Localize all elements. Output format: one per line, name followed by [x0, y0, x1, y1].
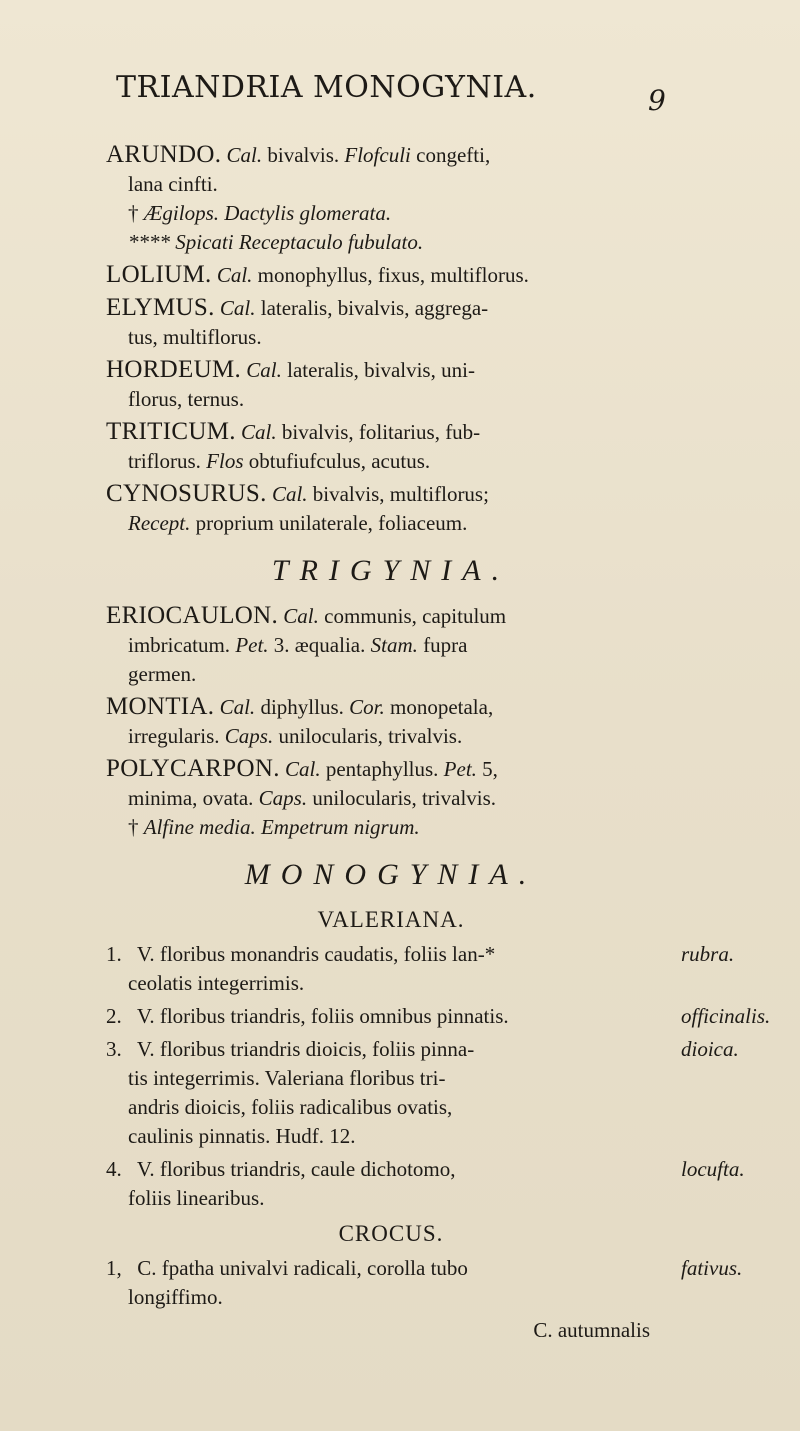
genus-name: CYNOSURUS. [106, 480, 267, 507]
description-text: congefti, [416, 143, 491, 167]
description-text: lana cinfti. [128, 172, 218, 196]
species-note-autumnalis: C. autumnalis [533, 1318, 650, 1342]
abbrev-cal: Cal. [216, 263, 253, 287]
species-number: 2. [106, 1004, 122, 1028]
abbrev-caps: Caps. [224, 724, 274, 748]
genus-name: TRITICUM. [106, 418, 236, 445]
description-text: irregularis. [128, 724, 220, 748]
entry-polycarpon [106, 754, 676, 842]
species-number: 3. [106, 1037, 122, 1061]
dagger-mark: † [128, 815, 139, 839]
entry-lolium [106, 260, 676, 290]
entry-hordeum [106, 355, 676, 414]
description-text: 3. æqualia. [273, 633, 366, 657]
description-text: pentaphyllus. [325, 757, 439, 781]
species-valeriana-3 [106, 1035, 739, 1151]
genus-name: HORDEUM. [106, 356, 242, 383]
abbrev-recept: Recept. [128, 511, 191, 535]
genus-heading-valeriana: VALERIANA. [317, 907, 465, 932]
species-crocus-1 [106, 1254, 743, 1312]
abbrev-flos: Flos [206, 449, 244, 473]
species-diagnosis: C. fpatha univalvi radicali, corolla tubo [137, 1256, 468, 1280]
description-text: proprium unilaterale, foliaceum. [195, 511, 468, 535]
species-diagnosis: longiffimo. [128, 1285, 223, 1309]
abbrev-pet: Pet. [443, 757, 477, 781]
abbrev-cal: Cal. [285, 757, 321, 781]
entry-montia [106, 692, 676, 751]
species-diagnosis: V. floribus triandris, caule dichotomo, [136, 1157, 456, 1181]
abbrev-stam: Stam. [370, 633, 418, 657]
abbrev-cal: Cal. [246, 358, 282, 382]
description-text: imbricatum. [128, 633, 231, 657]
dagger-mark: † [128, 201, 139, 225]
species-diagnosis: tis integerrimis. Valeriana floribus tri- [128, 1066, 446, 1090]
genus-name: ELYMUS. [106, 294, 215, 321]
species-diagnosis: ceolatis integerrimis. [128, 971, 305, 995]
genus-name: MONTIA. [106, 693, 215, 720]
related-genus-dactylis: Dactylis glomerata. [224, 201, 392, 225]
description-text: 5, [482, 757, 498, 781]
species-diagnosis: foliis linearibus. [128, 1186, 265, 1210]
description-text: germen. [128, 662, 197, 686]
description-text: communis, capitulum [324, 604, 507, 628]
description-text: monopetala, [389, 695, 494, 719]
description-text: lateralis, bivalvis, uni- [287, 358, 475, 382]
species-valeriana-1 [106, 940, 735, 998]
abbrev-caps: Caps. [258, 786, 308, 810]
trivial-name: officinalis. [681, 1004, 771, 1028]
entry-elymus [106, 293, 676, 352]
abbrev-cal: Cal. [241, 420, 277, 444]
trivial-name: dioica. [681, 1037, 739, 1061]
entry-eriocaulon [106, 601, 676, 689]
entry-arundo [106, 140, 676, 257]
description-text: lateralis, bivalvis, aggrega- [260, 296, 489, 320]
description-text: tus, multiflorus. [128, 325, 262, 349]
page-number: 9 [648, 84, 666, 117]
trivial-name: locufta. [681, 1157, 745, 1181]
species-valeriana-2 [106, 1002, 771, 1031]
abbrev-cal: Cal. [271, 482, 308, 506]
entry-triticum [106, 417, 676, 476]
term-flosculi: Flofculi [344, 143, 411, 167]
species-diagnosis: V. floribus triandris dioicis, foliis pinna- [136, 1037, 475, 1061]
description-text: bivalvis, multiflorus; [312, 482, 489, 506]
species-number: 1. [106, 942, 122, 966]
entry-cynosurus [106, 479, 676, 538]
description-text: bivalvis, folitarius, fub- [281, 420, 481, 444]
description-text: diphyllus. [260, 695, 344, 719]
section-heading-trigynia: TRIGYNIA. [271, 554, 511, 587]
species-diagnosis: caulinis pinnatis. Hudf. 12. [128, 1124, 356, 1148]
abbrev-cal: Cal. [219, 296, 256, 320]
description-text: bivalvis. [267, 143, 340, 167]
running-head: TRIANDRIA MONOGYNIA. [116, 70, 537, 105]
species-diagnosis: andris dioicis, foliis radicalibus ovatis, [128, 1095, 453, 1119]
species-diagnosis: V. floribus triandris, foliis omnibus pinnatis. [136, 1004, 509, 1028]
genus-name: LOLIUM. [106, 261, 212, 288]
description-text: monophyllus, fixus, multiflorus. [257, 263, 529, 287]
species-number: 4. [106, 1157, 122, 1181]
trivial-name: fativus. [681, 1256, 743, 1280]
abbrev-cal: Cal. [226, 143, 263, 167]
species-diagnosis: V. floribus monandris caudatis, foliis lan-* [136, 942, 496, 966]
genus-name: ERIOCAULON. [106, 602, 279, 629]
abbrev-cal: Cal. [219, 695, 256, 719]
genus-name: POLYCARPON. [106, 755, 280, 782]
abbrev-pet: Pet. [235, 633, 269, 657]
species-valeriana-4 [106, 1155, 745, 1213]
description-text: minima, ovata. [128, 786, 254, 810]
page-body [106, 140, 771, 1345]
section-heading-monogynia: MONOGYNIA. [244, 858, 538, 891]
description-text: florus, ternus. [128, 387, 245, 411]
genus-heading-crocus: CROCUS. [338, 1221, 444, 1246]
description-text: fupra [423, 633, 468, 657]
description-text: obtufiufculus, acutus. [248, 449, 431, 473]
genus-name: ARUNDO. [106, 141, 222, 168]
abbrev-cor: Cor. [349, 695, 385, 719]
abbrev-cal: Cal. [283, 604, 319, 628]
description-text: unilocularis, trivalvis. [312, 786, 497, 810]
trivial-name: rubra. [681, 942, 735, 966]
related-genera: Alfine media. Empetrum nigrum. [143, 815, 420, 839]
species-number: 1, [106, 1256, 122, 1280]
description-text: unilocularis, trivalvis. [278, 724, 463, 748]
related-genus-aegilops: Ægilops. [143, 201, 220, 225]
description-text: triflorus. [128, 449, 201, 473]
group-heading-spicati: **** Spicati Receptaculo fubulato. [128, 230, 424, 254]
